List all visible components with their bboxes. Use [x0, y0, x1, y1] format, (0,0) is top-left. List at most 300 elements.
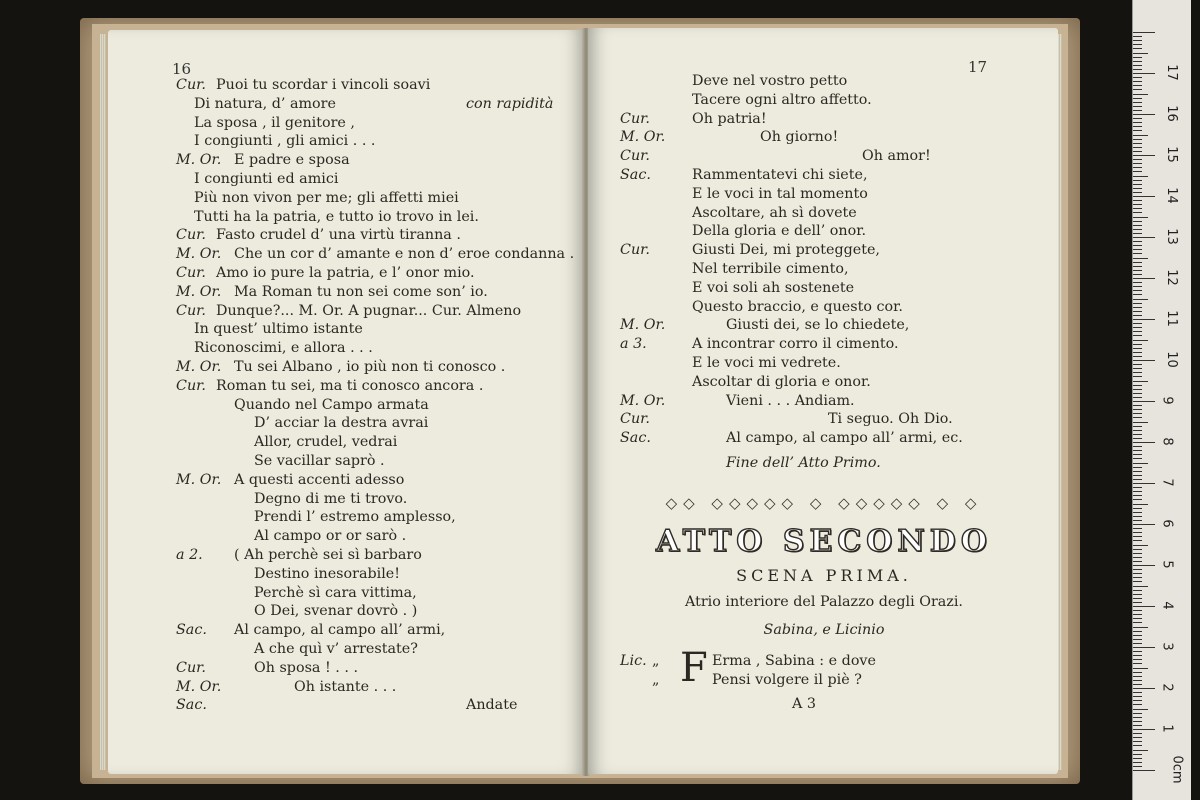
ruler-tick [1133, 454, 1142, 455]
verse-text: Tacere ogni altro affetto. [692, 91, 872, 108]
text-line [588, 335, 1058, 354]
text-line [108, 264, 584, 283]
text-line [108, 565, 584, 584]
ruler-tick [1133, 65, 1142, 66]
text-line [108, 584, 584, 603]
ruler-tick [1133, 274, 1142, 275]
ruler-tick [1133, 98, 1142, 99]
ruler-tick [1133, 159, 1142, 160]
speaker-label: a 3. [620, 336, 647, 353]
ruler-number: 12 [1163, 269, 1179, 286]
ruler-tick [1133, 204, 1142, 205]
speaker-label: Cur. [620, 148, 650, 165]
right-page [588, 28, 1058, 774]
text-line [108, 302, 584, 321]
ruler-tick [1133, 381, 1148, 382]
ruler-tick [1133, 167, 1142, 168]
text-line [108, 433, 584, 452]
ruler-tick [1133, 622, 1142, 623]
text-line [588, 392, 1058, 411]
ruler-tick [1133, 217, 1148, 218]
ruler-tick [1133, 147, 1142, 148]
speaker-label: Cur. [176, 659, 206, 676]
speaker-label: Sac. [176, 697, 207, 714]
ruler-tick [1133, 192, 1142, 193]
ruler-tick [1133, 225, 1142, 226]
drop-cap: F [680, 645, 708, 691]
speaker-label: Cur. [620, 242, 650, 259]
ruler-number: 16 [1163, 105, 1179, 122]
text-line [108, 396, 584, 415]
ruler-number: 11 [1163, 310, 1179, 327]
ruler-tick [1133, 340, 1148, 341]
verse-text: E le voci in tal momento [692, 185, 868, 202]
ruler-number: 8 [1159, 437, 1175, 446]
ruler-tick [1133, 171, 1142, 172]
ruler-tick [1133, 241, 1142, 242]
verse-text: Oh sposa ! . . . [254, 659, 358, 676]
text-line [108, 414, 584, 433]
verse-text: Oh patria! [692, 110, 767, 127]
speaker-label: M. Or. [176, 152, 222, 169]
ruler-tick [1133, 729, 1155, 730]
ruler-tick [1133, 188, 1142, 189]
verse-text: In quest’ ultimo istante [194, 321, 363, 338]
text-line [108, 283, 584, 302]
ruler-tick [1133, 81, 1142, 82]
ruler-tick [1133, 647, 1155, 648]
ruler-tick [1133, 122, 1142, 123]
speaker-label: Cur. [620, 110, 650, 127]
speaker-label: Cur. [176, 77, 206, 93]
ruler-tick [1133, 467, 1142, 468]
text-line [588, 185, 1058, 204]
ruler-tick [1133, 417, 1142, 418]
ruler-tick [1133, 639, 1142, 640]
ruler-tick [1133, 668, 1148, 669]
ruler-tick [1133, 483, 1155, 484]
text-line [108, 621, 584, 640]
verse-text: Oh giorno! [760, 129, 839, 146]
ruler-tick [1133, 286, 1142, 287]
ruler-tick [1133, 471, 1142, 472]
verse-text: Ascoltar di gloria e onor. [692, 373, 871, 390]
text-line [588, 166, 1058, 185]
ruler-tick [1133, 696, 1142, 697]
verse-text: I congiunti ed amici [194, 171, 339, 187]
speaker-label: M. Or. [176, 246, 222, 263]
verse-text: Roman tu sei, ma ti conosco ancora . [216, 377, 484, 394]
text-line [588, 128, 1058, 147]
verse-text: E voi soli ah sostenete [692, 279, 855, 296]
text-line [588, 91, 1058, 110]
quote-mark: „ [652, 653, 660, 669]
ruler-tick [1133, 676, 1142, 677]
ruler-tick [1133, 635, 1142, 636]
ruler-tick [1133, 586, 1148, 587]
verse-text: Al campo or or sarò . [254, 528, 407, 545]
ruler-tick [1133, 426, 1142, 427]
ruler-tick [1133, 389, 1142, 390]
verse-text: Oh amor! [862, 148, 931, 165]
ruler-number: 15 [1163, 146, 1179, 163]
ruler-tick [1133, 561, 1142, 562]
ruler-tick [1133, 327, 1142, 328]
verse-text: Di natura, d’ amore [194, 95, 336, 112]
dialogue-line: Erma , Sabina : e dove [712, 653, 876, 669]
verse-text: Tu sei Albano , io più non ti conosco . [234, 359, 506, 375]
scene-characters: Sabina, e Licinio [763, 622, 885, 638]
ruler-tick [1133, 180, 1142, 181]
speaker-label: M. Or. [176, 678, 222, 695]
ruler-tick [1133, 721, 1142, 722]
ruler-tick [1133, 741, 1142, 742]
ruler-tick [1133, 262, 1142, 263]
text-line [588, 298, 1058, 317]
text-line [108, 76, 584, 95]
text-line [108, 490, 584, 509]
ruler-number: 9 [1159, 396, 1175, 405]
ruler-tick [1133, 397, 1142, 398]
ruler-tick [1133, 57, 1142, 58]
ruler-tick [1133, 368, 1142, 369]
ruler-tick [1133, 594, 1142, 595]
ruler-tick [1133, 487, 1142, 488]
ruler-tick [1133, 569, 1142, 570]
ruler-tick [1133, 434, 1142, 435]
verse-text: Giusti dei, se lo chiedete, [726, 317, 910, 334]
ruler-tick [1133, 200, 1142, 201]
verse-text: A incontrar corro il cimento. [692, 336, 899, 353]
ruler-tick [1133, 151, 1142, 152]
ornament-row: ◇◇ ◇◇◇◇◇ ◇ ◇◇◇◇◇ ◇ ◇ [665, 494, 983, 512]
speaker-label: M. Or. [620, 317, 666, 334]
ruler-number: 0cm [1169, 755, 1185, 784]
verse-text: Al campo, al campo all’ armi, ec. [726, 430, 963, 447]
ruler-tick [1133, 323, 1142, 324]
speaker-label: M. Or. [620, 129, 666, 146]
ruler-tick [1133, 750, 1148, 751]
ruler-tick [1133, 44, 1142, 45]
verse-text: Degno di me ti trovo. [254, 490, 408, 507]
ruler-tick [1133, 53, 1148, 54]
ruler-tick [1133, 766, 1142, 767]
verse-text: Rammentatevi chi siete, [692, 167, 868, 183]
verse-text: Della gloria e dell’ onor. [692, 223, 867, 240]
ruler-tick [1133, 110, 1142, 111]
ruler-tick [1133, 69, 1142, 70]
text-line [588, 260, 1058, 279]
ruler-tick [1133, 299, 1148, 300]
ruler-tick [1133, 516, 1142, 517]
ruler-tick [1133, 446, 1142, 447]
quote-mark: „ [652, 672, 660, 688]
text-line [588, 373, 1058, 392]
text-line [588, 316, 1058, 335]
ruler-tick [1133, 680, 1142, 681]
ruler-tick [1133, 540, 1142, 541]
verse-text: Oh istante . . . [294, 678, 397, 695]
ruler-tick [1133, 356, 1142, 357]
text-line [588, 410, 1058, 429]
verse-text: Fasto crudel d’ una virtù tiranna . [216, 227, 461, 244]
ruler-tick [1133, 73, 1155, 74]
ruler-tick [1133, 360, 1155, 361]
verse-text: Puoi tu scordar i vincoli soavi [216, 77, 431, 93]
ruler-tick [1133, 307, 1142, 308]
ruler-tick [1133, 463, 1148, 464]
ruler-number: 7 [1159, 478, 1175, 487]
ruler-tick [1133, 770, 1155, 771]
speaker-label: M. Or. [176, 283, 222, 300]
ruler-tick [1133, 602, 1142, 603]
act-end-line: Fine dell’ Atto Primo. [726, 455, 881, 471]
ruler-tick [1133, 184, 1142, 185]
ruler-tick [1133, 442, 1155, 443]
ruler-tick [1133, 253, 1142, 254]
ruler-tick [1133, 352, 1142, 353]
speaker-label: M. Or. [176, 359, 222, 375]
ruler-tick [1133, 303, 1142, 304]
dialogue-line: Pensi volgere il piè ? [712, 672, 862, 688]
act-title: ATTO SECONDO [656, 524, 992, 559]
verse-text: Quando nel Campo armata [234, 396, 429, 413]
ruler-tick [1133, 709, 1148, 710]
ruler-tick [1133, 61, 1142, 62]
ruler-number: 2 [1159, 683, 1175, 692]
text-line [108, 471, 584, 490]
ruler-tick [1133, 139, 1142, 140]
speaker-label: Cur. [620, 411, 650, 428]
ruler-tick [1133, 430, 1142, 431]
measuring-ruler [1132, 0, 1191, 800]
ruler-tick [1133, 733, 1142, 734]
ruler-number: 6 [1159, 519, 1175, 528]
ruler-tick [1133, 266, 1142, 267]
ruler-tick [1133, 94, 1148, 95]
verse-text: Prendi l’ estremo amplesso, [254, 509, 456, 526]
text-line [588, 72, 1058, 91]
ruler-tick [1133, 229, 1142, 230]
ruler-tick [1133, 758, 1142, 759]
speaker-label: Sac. [176, 622, 207, 639]
ruler-tick [1133, 495, 1142, 496]
verse-text: Tutti ha la patria, e tutto io trovo in lei. [194, 208, 479, 225]
verse-text: La sposa , il genitore , [194, 114, 355, 131]
verse-text: Vieni . . . Andiam. [726, 392, 855, 409]
text-line [108, 678, 584, 697]
ruler-number: 13 [1163, 228, 1179, 245]
ruler-tick [1133, 208, 1142, 209]
ruler-tick [1133, 135, 1148, 136]
ruler-tick [1133, 155, 1155, 156]
verse-text: Nel terribile cimento, [692, 261, 849, 277]
ruler-tick [1133, 405, 1142, 406]
ruler-tick [1133, 364, 1142, 365]
text-line [108, 339, 584, 358]
ruler-tick [1133, 557, 1142, 558]
text-line [588, 204, 1058, 223]
ruler-tick [1133, 270, 1142, 271]
ruler-tick [1133, 36, 1142, 37]
text-line [588, 429, 1058, 448]
verse-text: Amo io pure la patria, e l’ onor mio. [216, 265, 475, 281]
ruler-tick [1133, 663, 1142, 664]
ruler-tick [1133, 344, 1142, 345]
ruler-tick [1133, 311, 1142, 312]
ruler-tick [1133, 450, 1142, 451]
ruler-tick [1133, 85, 1142, 86]
text-line [108, 377, 584, 396]
ruler-number: 1 [1159, 724, 1175, 733]
ruler-tick [1133, 524, 1155, 525]
ruler-tick [1133, 475, 1142, 476]
ruler-tick [1133, 745, 1142, 746]
text-line [108, 508, 584, 527]
ruler-tick [1133, 618, 1142, 619]
ruler-tick [1133, 692, 1142, 693]
ruler-tick [1133, 581, 1142, 582]
ruler-tick [1133, 438, 1142, 439]
ruler-tick [1133, 725, 1142, 726]
speaker-label: Cur. [176, 302, 206, 319]
ruler-tick [1133, 549, 1142, 550]
verse-text: O Dei, svenar dovrò . ) [254, 603, 418, 620]
ruler-tick [1133, 221, 1142, 222]
ruler-tick [1133, 590, 1142, 591]
ruler-tick [1133, 401, 1155, 402]
text-line [108, 132, 584, 151]
ruler-tick [1133, 294, 1142, 295]
ruler-tick [1133, 163, 1142, 164]
left-page [108, 30, 584, 774]
ruler-tick [1133, 610, 1142, 611]
ruler-tick [1133, 508, 1142, 509]
ruler-tick [1133, 249, 1142, 250]
ruler-tick [1133, 655, 1142, 656]
verse-text: E le voci mi vedrete. [692, 355, 841, 371]
text-line [108, 226, 584, 245]
speaker-label: M. Or. [620, 392, 666, 409]
speaker-label: a 2. [176, 547, 203, 563]
ruler-tick [1133, 565, 1155, 566]
text-line [108, 114, 584, 133]
ruler-number: 17 [1163, 64, 1179, 81]
ruler-tick [1133, 422, 1148, 423]
verse-text: D’ acciar la destra avrai [254, 415, 429, 432]
speaker-lic: Lic. [620, 653, 647, 669]
verse-text: I congiunti , gli amici . . . [194, 133, 376, 150]
ruler-tick [1133, 143, 1142, 144]
scene-title: SCENA PRIMA. [736, 566, 912, 585]
speaker-label: Sac. [620, 167, 651, 183]
ruler-tick [1133, 688, 1155, 689]
text-line [108, 245, 584, 264]
text-line [588, 354, 1058, 373]
signature-mark: A 3 [792, 696, 816, 712]
text-line [108, 358, 584, 377]
verse-text: Perchè sì cara vittima, [254, 584, 417, 601]
ruler-tick [1133, 393, 1142, 394]
ruler-tick [1133, 606, 1155, 607]
text-line [588, 241, 1058, 260]
ruler-tick [1133, 196, 1155, 197]
ruler-tick [1133, 118, 1142, 119]
text-line [108, 527, 584, 546]
ruler-tick [1133, 315, 1142, 316]
ruler-tick [1133, 491, 1142, 492]
ruler-tick [1133, 479, 1142, 480]
ruler-tick [1133, 126, 1142, 127]
verse-text: Riconoscimi, e allora . . . [194, 340, 373, 357]
verse-text: Allor, crudel, vedrai [254, 434, 398, 451]
verse-text: Questo braccio, e questo cor. [692, 298, 903, 315]
ruler-tick [1133, 176, 1148, 177]
text-line [108, 640, 584, 659]
text-line [588, 147, 1058, 166]
ruler-tick [1133, 643, 1142, 644]
verse-text: Ti seguo. Oh Dio. [828, 411, 953, 428]
ruler-tick [1133, 598, 1142, 599]
ruler-tick [1133, 499, 1142, 500]
speaker-label: Cur. [176, 227, 206, 244]
text-line [588, 110, 1058, 129]
ruler-number: 10 [1163, 351, 1179, 368]
verse-text: Giusti Dei, mi proteggete, [692, 242, 880, 259]
verse-text: Che un cor d’ amante e non d’ eroe condanna . [234, 246, 575, 263]
speaker-label: Cur. [176, 265, 206, 281]
text-line [108, 602, 584, 621]
ruler-tick [1133, 713, 1142, 714]
verse-text: Se vacillar saprò . [254, 453, 385, 469]
ruler-tick [1133, 528, 1142, 529]
ruler-tick [1133, 631, 1142, 632]
ruler-tick [1133, 520, 1142, 521]
stage-note: con rapidità [466, 95, 554, 112]
text-line [108, 95, 584, 114]
stage-note: Andate [466, 697, 518, 714]
text-line [108, 320, 584, 339]
ruler-tick [1133, 512, 1142, 513]
ruler-tick [1133, 504, 1148, 505]
ruler-tick [1133, 413, 1142, 414]
text-line [108, 189, 584, 208]
ruler-tick [1133, 282, 1142, 283]
ruler-tick [1133, 672, 1142, 673]
text-line [588, 279, 1058, 298]
ruler-tick [1133, 532, 1142, 533]
verse-text: Destino inesorabile! [254, 565, 400, 582]
ruler-number: 5 [1159, 560, 1175, 569]
verse-text: Più non vivon per me; gli affetti miei [194, 189, 459, 206]
text-line [588, 222, 1058, 241]
text-line [108, 208, 584, 227]
ruler-tick [1133, 290, 1142, 291]
ruler-tick [1133, 48, 1142, 49]
ruler-tick [1133, 385, 1142, 386]
text-line [108, 546, 584, 565]
page-number: 16 [172, 60, 192, 78]
ruler-tick [1133, 278, 1155, 279]
text-line [108, 170, 584, 189]
ruler-tick [1133, 237, 1155, 238]
speaker-label: Cur. [176, 377, 206, 394]
verse-text: Ma Roman tu non sei come son’ io. [234, 283, 488, 300]
ruler-tick [1133, 102, 1142, 103]
ruler-tick [1133, 130, 1142, 131]
ruler-tick [1133, 614, 1142, 615]
verse-text: ( Ah perchè sei sì barbaro [234, 547, 422, 563]
